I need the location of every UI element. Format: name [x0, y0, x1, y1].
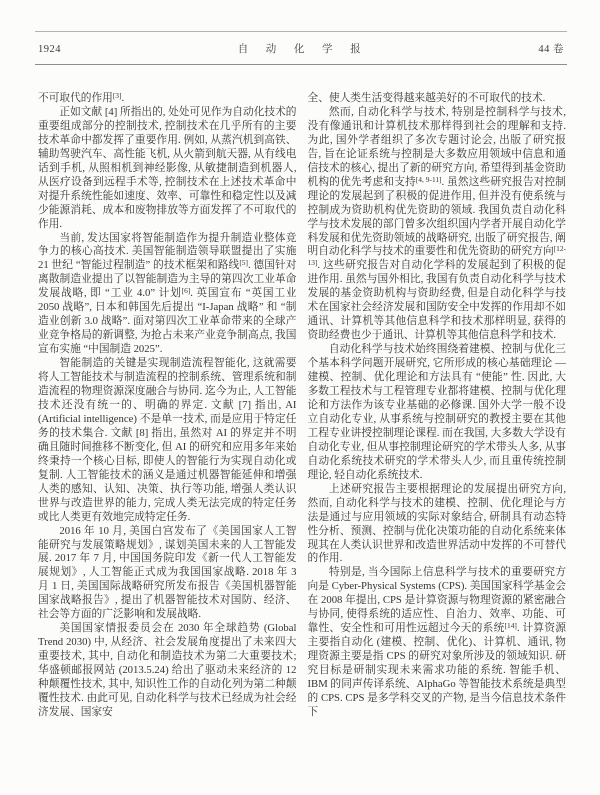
article-body: [38, 92, 566, 720]
citation-ref: [3]: [112, 90, 122, 100]
citation-ref: [14]: [504, 621, 517, 631]
paragraph: 上述研究报告主要根据理论的发展提出研究方向, 然而, 自动化科学与技术的建模、控制、优化理论与方法是通过与应用领域的实际对象结合, 研制具有动态特性分析、预测、控制与优化决策功能的自动化系统来体现其在人类认识世界和改造世界活动中发挥的不可替代的作用.: [307, 482, 566, 565]
paragraph: 然而, 自动化科学与技术, 特别是控制科学与技术, 没有像通讯和计算机技术那样得到社会的理解和支持. 为此, 国外学者组织了多次专题讨论会, 出版了研究报告, 旨在论证系统与控制是大多数应用领域中信息和通信技术的核心, 提出了新的研究方向, 希望得到基金资助机构的优先考虑和支持[4, 9-11]. 虽然这些研究报告对控制理论的发展起到了积极的促进作用, 但并没有使系统与控制成为资助机构优先资助的领域. 我国负责自动化科学与技术发展的部门曾多次组织国内学者开展自动化学科发展和优先资助领域的战略研究, 出版了研究报告, 阐明自动化科学与技术的重要性和优先资助的研究方向[12-13]. 这些研究报告对自动化学科的发展起到了积极的促进作用. 虽然与国外相比, 我国有负责自动化科学与技术发展的基金资助机构与资助经费, 但是自动化科学与技术在国家社会经济发展和国防安全中发挥的作用却不如通讯、计算机等其他信息科学和技术那样明显, 获得的资助经费也少于通讯、计算机等其他信息科学和技术.: [307, 105, 566, 342]
paragraph: 不可取代的作用[3].: [38, 90, 125, 104]
citation-ref: [12-13]: [307, 244, 566, 268]
page-header: [35, 31, 567, 65]
citation-ref: [4, 9-11]: [415, 174, 442, 184]
paragraph: 美国国家情报委员会在 2030 年全球趋势 (Global Trend 2030) 中, 从经济、社会发展角度提出了未来四大重要技术, 其中, 自动化和制造技术为第二大重要技术; 华盛顿邮报网站 (2013.5.24) 给出了驱动未来经济的 12 种颠覆性技术, 其中, 知识性工作的自动化列为第二种颠覆性技术. 由此可见, 自动化科学与技术已经成为社会经济发展、国家安: [38, 622, 297, 718]
citation-ref: [5]: [239, 258, 248, 268]
paragraph: 特别是, 当今国际上信息科学与技术的重要研究方向是 Cyber-Physical Systems (CPS). 美国国家科学基金会在 2008 年提出, CPS 是计算资源与物理资源的紧密融合与协同, 使得系统的适应性、自治力、效率、功能、可靠性、安全性和可用性远超过今天的系统[14]. 计算资源主要指自动化 (建模、控制、优化)、计算机、通讯, 物理资源主要是指 CPS 的研究对象所涉及的领域知识. 研究目标是研制实现未来需求功能的系统. 智能手机、IBM 的同声传译系统、AlphaGo 等智能技术系统是典型的 CPS. CPS 是多学科交叉的产物, 是当今信息技术条件下: [307, 566, 566, 718]
paragraph: 2016 年 10 月, 美国白宫发布了《美国国家人工智能研究与发展策略规划》, 谋划美国未来的人工智能发展. 2017 年 7 月, 中国国务院印发《新一代人工智能发展规划》, 人工智能正式成为我国国家战略. 2018 年 3 月 1 日, 美国国际战略研究所发布报告《美国机器智能国家战略报告》, 提出了机器智能技术对国防、经济、社会等方面的广泛影响和发展战略.: [38, 524, 297, 621]
citation-ref: [6]: [181, 286, 191, 296]
column-left: [38, 92, 297, 720]
paragraph: 当前, 发达国家将智能制造作为提升制造业整体竞争力的核心高技术. 美国智能制造领导联盟提出了实施 21 世纪 “智能过程制造” 的技术框架和路线[5]. 德国针对离散制造业提出了以智能制造为主导的第四次工业革命发展战略, 即 “工业 4.0” 计划[6]. 英国宣布 “英国工业 2050 战略”, 日本和韩国先后提出 “I-Japan 战略” 和 “制造业创新 3.0 战略”. 面对第四次工业革命带来的全球产业竞争格局的新调整, 为抢占未来产业竞争制高点, 我国宣布实施 “中国制造 2025”.: [38, 231, 297, 356]
paragraph: 自动化科学与技术始终围绕着建模、控制与优化三个基本科学问题开展研究, 它所形成的核心基础理论 — 建模、控制、优化理论和方法具有 “使能” 性. 因此, 大多数工程技术与工程管理专业都将建模、控制与优化理论和方法作为该专业基础的必修课. 国外大学一般不设立自动化专业, 从事系统与控制研究的教授主要在其他工程专业讲授控制理论课程. 而在我国, 大多数大学设有自动化专业, 但从事控制理论研究的学术带头人多, 从事自动化系统技术研究的学术带头人少, 而且重传统控制理论, 轻自动化系统技术.: [307, 343, 566, 481]
paragraph: 全、使人类生活变得越来越美好的不可取代的技术.: [307, 92, 546, 104]
paragraph: 正如文献 [4] 所指出的, 处处可见作为自动化技术的重要组成部分的控制技术, 控制技术在几乎所有的主要技术革命中都发挥了重要作用. 例如, 从蒸汽机到高铁、辅助驾驶汽车、高性能飞机, 从火箭到航天器, 从有线电话到手机, 从照相机到神经影像, 从敏捷制造到机器人, 从医疗设备到远程手术等, 控制技术在上述技术革命中对提升系统性能如速度、效率、可靠性和稳定性以及减少能源消耗、成本和废物排放等方面发挥了不可取代的作用.: [38, 105, 297, 230]
column-right: [308, 92, 567, 720]
journal-title: 自 动 化 学 报: [237, 44, 362, 55]
paragraph: 智能制造的关键是实现制造流程智能化, 这就需要将人工智能技术与制造流程的控制系统、管理系统和制造流程的物理资源深度融合与协同. 迄今为止, 人工智能技术还没有统一的、明确的界定. 文献 [7] 指出, AI (Artificial intelligence) 不是单一技术, 而是应用于特定任务的技术集合. 文献 [8] 指出, 虽然对 AI 的界定并不明确且随时间推移不断变化, 但 AI 的研究和应用多年来始终秉持一个核心目标, 即使人的智能行为实现自动化或复制. 人工智能技术的涵义是通过机器智能延伸和增强人类的感知、认知、决策、执行等功能, 增强人类认识世界与改造世界的能力, 完成人类无法完成的特定任务或比人类更有效地完成特定任务.: [38, 357, 297, 523]
header-row: [35, 32, 567, 64]
header-bottom-rule: [35, 64, 567, 65]
page-number: 1924: [38, 44, 61, 55]
volume-label: 44 卷: [538, 44, 564, 55]
